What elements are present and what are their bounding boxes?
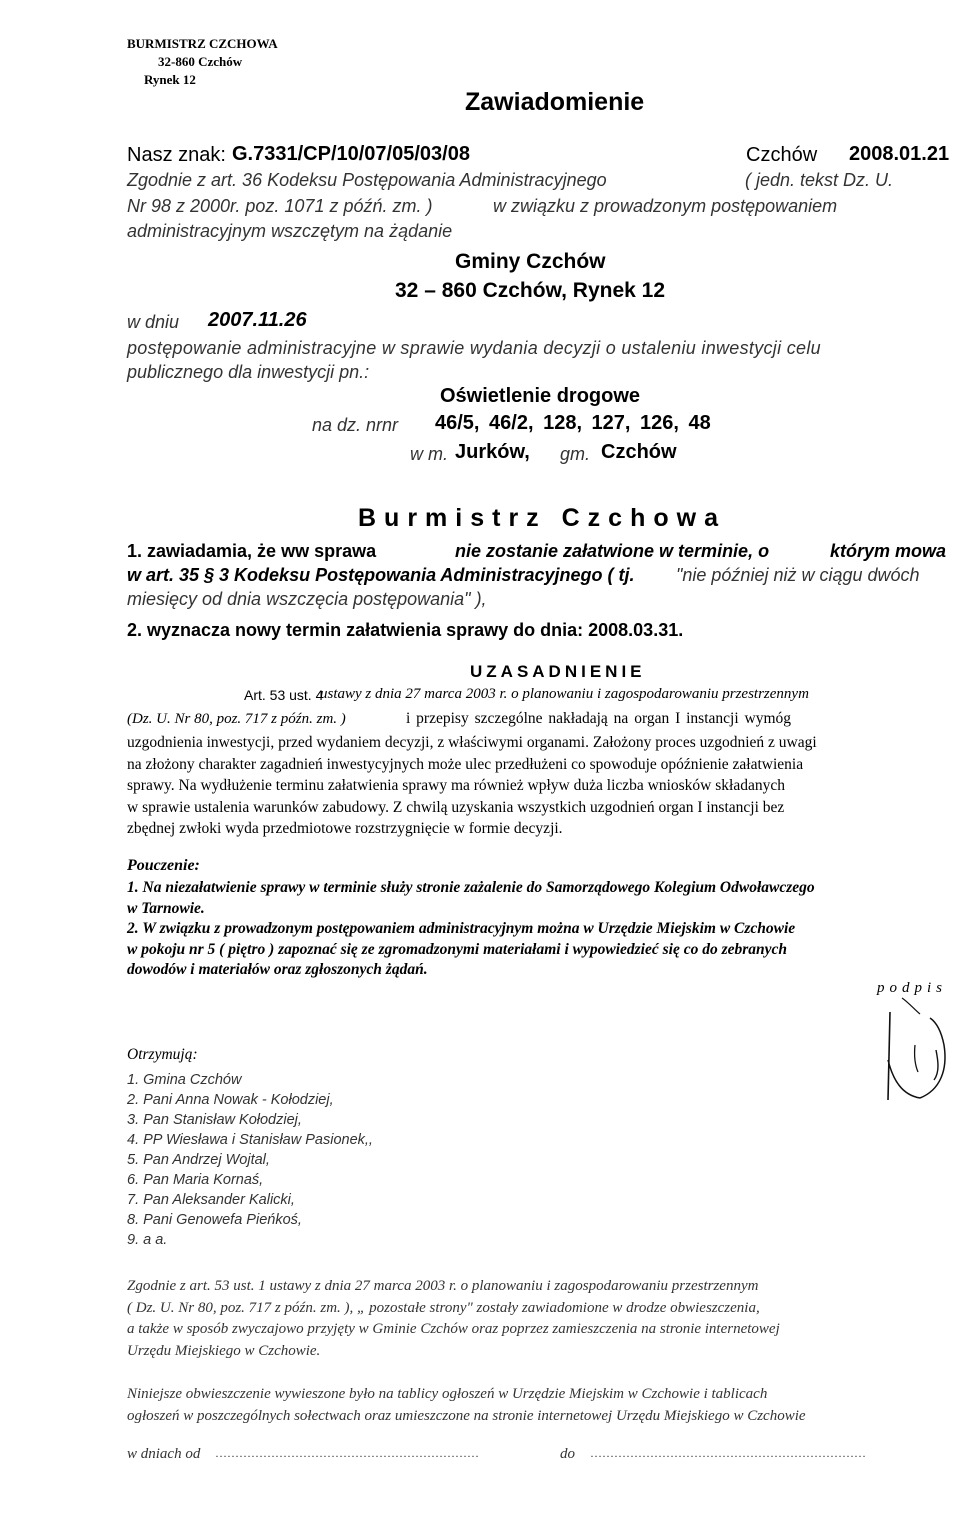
sender-line-3: Rynek 12 bbox=[144, 72, 196, 87]
decision-p1-line3: miesięcy od dnia wszczęcia postępowania" ), bbox=[127, 589, 487, 609]
recipient-item: 3. Pan Stanisław Kołodziej, bbox=[127, 1112, 302, 1128]
decision-p1-line2-a: w art. 35 § 3 Kodeksu Postępowania Administracyjnego ( tj. bbox=[127, 565, 635, 585]
recipients-heading: Otrzymują: bbox=[127, 1046, 198, 1063]
notice-line: w Tarnowie. bbox=[127, 899, 205, 917]
ref-number: G.7331/CP/10/07/05/03/08 bbox=[232, 143, 470, 165]
recipient-item: 5. Pan Andrzej Wojtal, bbox=[127, 1152, 270, 1168]
gmina-prefix: gm. bbox=[560, 444, 591, 464]
footer-legal bbox=[127, 1276, 780, 1362]
decision-p1-line1-b: nie zostanie załatwione w terminie, o bbox=[455, 541, 770, 561]
justification-rest-line: w sprawie ustalenia warunków zabudowy. Z chwilą uzyskania wszystkich uzgodnień organ I instancji bez bbox=[127, 798, 785, 816]
applicant-name: Gminy Czchów bbox=[455, 250, 606, 273]
notice-line: 1. Na niezałatwienie sprawy w terminie służy stronie zażalenie do Samorządowego Kolegium Odwoławczego bbox=[127, 879, 815, 896]
justification-rest-line: sprawy. Na wydłużenie terminu załatwienia sprawy ma również wpływ duża liczba wniosków składanych bbox=[127, 777, 785, 795]
ref-date: 2008.01.21 bbox=[849, 143, 950, 165]
applicant-address: 32 – 860 Czchów, Rynek 12 bbox=[395, 279, 666, 302]
intro-line-2a: Nr 98 z 2000r. poz. 1071 z późń. zm. ) bbox=[127, 196, 433, 216]
intro-line-2b: w związku z prowadzonym postępowaniem bbox=[493, 196, 838, 216]
footer-legal-line: Urzędu Miejskiego w Czchowie. bbox=[127, 1342, 321, 1359]
town-prefix: w m. bbox=[410, 444, 448, 464]
gmina-name: Czchów bbox=[601, 441, 677, 463]
sender-line-1: BURMISTRZ CZCHOWA bbox=[127, 36, 278, 51]
ref-place: Czchów bbox=[746, 144, 818, 166]
recipient-item: 9. a a. bbox=[127, 1232, 168, 1248]
posting-note-line: ogłoszeń w poszczególnych sołectwach oraz umieszczone na stronie internetowej Urzędu Miejskiego w Czchowie bbox=[127, 1407, 806, 1424]
proceeding-line-1: postępowanie administracyjne w sprawie wydania decyzji o ustaleniu inwestycji celu bbox=[127, 338, 821, 358]
footer-legal-line: Zgodnie z art. 53 ust. 1 ustawy z dnia 27 marca 2003 r. o planowaniu i zagospodarowaniu przestrzennym bbox=[127, 1278, 759, 1294]
sender-line-2: 32-860 Czchów bbox=[158, 54, 243, 69]
investment-name: Oświetlenie drogowe bbox=[440, 385, 641, 407]
decision-p1-line2-b: "nie później niż w ciągu dwóch bbox=[676, 565, 920, 585]
posting-note bbox=[127, 1384, 806, 1427]
notice-line: w pokoju nr 5 ( piętro ) zapoznać się ze zgromadzonymi materiałami i wypowiedzieć się co do zebranych bbox=[127, 940, 788, 958]
dates-to-dots: …………………………………………………………… bbox=[590, 1446, 866, 1460]
mayor-heading: Burmistrz Czchowa bbox=[358, 504, 726, 532]
posting-note-line: Niniejsze obwieszczenie wywieszone było na tablicy ogłoszeń w Urzędzie Miejskim w Czchowie i tablicach bbox=[127, 1386, 768, 1402]
recipient-item: 6. Pan Maria Kornaś, bbox=[127, 1172, 264, 1188]
proceeding-line-2: publicznego dla inwestycji pn.: bbox=[127, 362, 370, 382]
justification-body bbox=[127, 732, 817, 840]
footer-legal-line: a także w sposób zwyczajowo przyjęty w Gminie Czchów oraz poprzez zamieszczenia na stronie internetowej bbox=[127, 1321, 780, 1337]
town-name: Jurków, bbox=[455, 441, 530, 463]
intro-line-1a: Zgodnie z art. 36 Kodeksu Postępowania Administracyjnego bbox=[127, 170, 607, 190]
justification-line1-b: ustawy z dnia 27 marca 2003 r. o planowaniu i zagospodarowaniu przestrzennym bbox=[320, 686, 809, 702]
justification-line2-b: i przepisy szczególne nakładają na organ I instancji wymóg bbox=[406, 710, 792, 727]
ref-label: Nasz znak: bbox=[127, 144, 226, 166]
justification-line2-a: (Dz. U. Nr 80, poz. 717 z późn. zm. ) bbox=[127, 711, 346, 727]
date-label: w dniu bbox=[127, 312, 180, 332]
justification-line1-a: Art. 53 ust. 4 bbox=[244, 687, 324, 703]
justification-rest-line: na złożony charakter zagadnień inwestycyjnych może ulec przedłużeni co spowoduje opóźnienie załatwienia bbox=[127, 755, 804, 773]
recipients-list bbox=[127, 1070, 373, 1250]
dates-from-dots: ………………………………………………………… bbox=[215, 1446, 479, 1460]
notice-line: dowodów i materiałów oraz zgłoszonych żądań. bbox=[127, 961, 428, 978]
recipient-item: 7. Pan Aleksander Kalicki, bbox=[127, 1192, 295, 1208]
recipient-item: 8. Pani Genowefa Pieńkoś, bbox=[127, 1212, 302, 1228]
intro-line-3: administracyjnym wszczętym na żądanie bbox=[127, 221, 453, 241]
decision-p1-line1-a: 1. zawiadamia, że ww sprawa bbox=[127, 541, 377, 561]
footer-legal-line: ( Dz. U. Nr 80, poz. 717 z późn. zm. ), „ pozostałe strony" zostały zawiadomione w drodze obwieszczenia, bbox=[127, 1299, 760, 1316]
recipient-item: 2. Pani Anna Nowak - Kołodziej, bbox=[127, 1092, 334, 1108]
decision-p2: 2. wyznacza nowy termin załatwienia sprawy do dnia: 2008.03.31. bbox=[127, 620, 684, 640]
handwritten-signature bbox=[860, 990, 960, 1120]
recipient-item: 1. Gmina Czchów bbox=[127, 1072, 242, 1088]
signature-label: podpis bbox=[877, 980, 948, 996]
plots-label: na dz. nrnr bbox=[312, 415, 399, 435]
recipient-item: 4. PP Wiesława i Stanisław Pasionek,, bbox=[127, 1132, 373, 1148]
justification-rest-line: zbędnej zwłoki wyda przedmiotowe rozstrzygnięcie w formie decyzji. bbox=[127, 820, 563, 838]
notice-heading: Pouczenie: bbox=[127, 857, 200, 874]
decision-p1-line1-c: którym mowa bbox=[830, 541, 947, 561]
intro-line-1b: ( jedn. tekst Dz. U. bbox=[745, 170, 894, 190]
notice-line: 2. W związku z prowadzonym postępowaniem administracyjnym można w Urzędzie Miejskim w Czchowie bbox=[127, 920, 796, 937]
plot-numbers: 46/5, 46/2, 128, 127, 126, 48 bbox=[435, 412, 711, 434]
document-title: Zawiadomienie bbox=[465, 88, 645, 116]
proceeding-date: 2007.11.26 bbox=[208, 309, 307, 331]
notice-body bbox=[127, 878, 815, 981]
dates-to-label: do bbox=[560, 1446, 575, 1462]
justification-rest-line: uzgodnienia inwestycji, przed wydaniem decyzji, z właściwymi organami. Założony proces uzgodnień z uwagi bbox=[127, 734, 817, 751]
justification-heading: UZASADNIENIE bbox=[470, 662, 646, 681]
dates-from-label: w dniach od bbox=[127, 1446, 201, 1462]
